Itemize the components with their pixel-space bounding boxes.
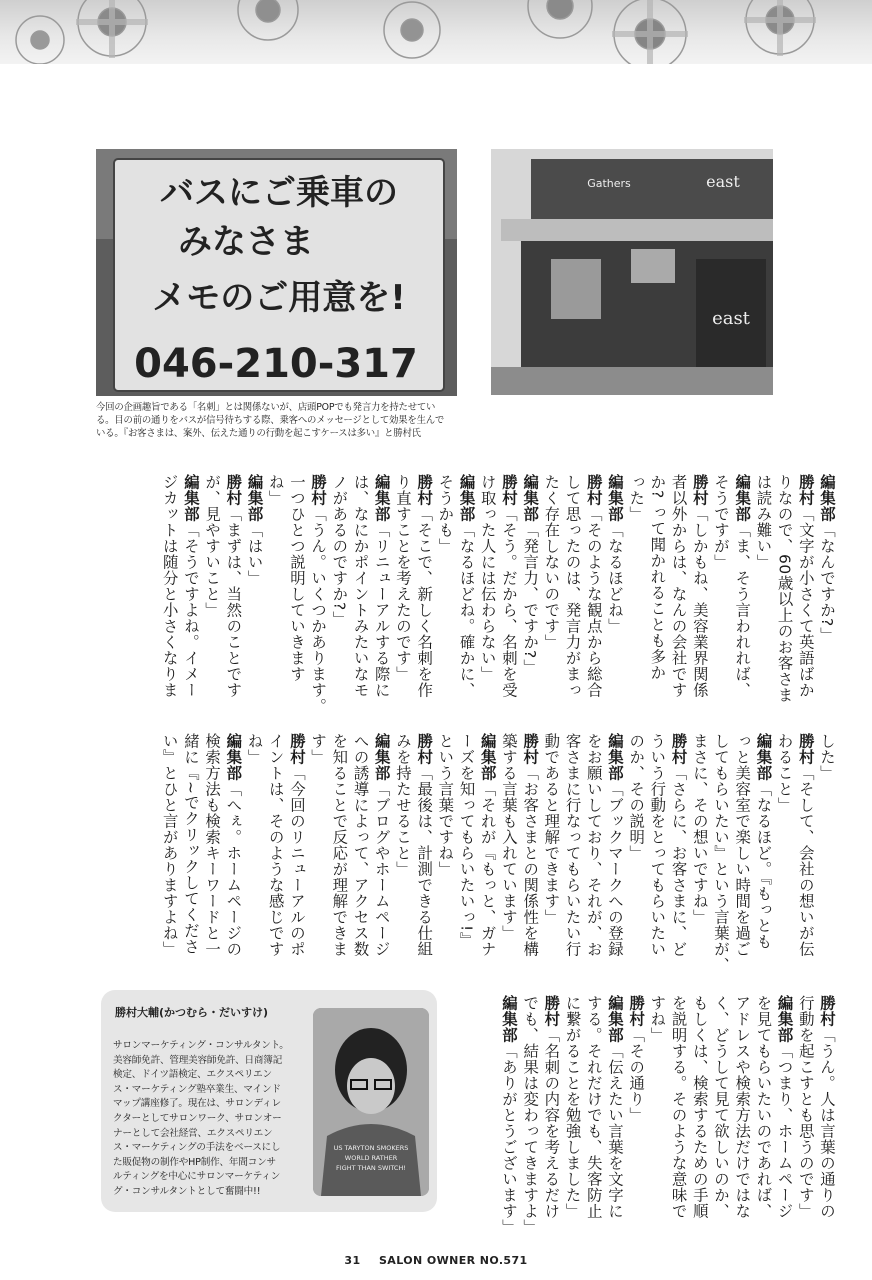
- bio-line: 検定、ドイツ語検定、エクスペリエン: [113, 1069, 272, 1081]
- text-line: [434, 474, 455, 720]
- text-line: [307, 474, 328, 720]
- text-line: [773, 733, 794, 979]
- text-line: [667, 733, 688, 979]
- bio-line: クターとしてサロンワーク、サロンオー: [113, 1112, 282, 1124]
- line-text: 「リニューアルする際に: [372, 522, 391, 698]
- line-text: 「それが『もっと、ガナ: [478, 781, 497, 957]
- text-line: [519, 733, 540, 979]
- speaker-label: 編集部: [605, 474, 624, 522]
- line-text: すね」: [648, 995, 667, 1043]
- text-line: [773, 995, 794, 1225]
- text-line: [773, 474, 794, 720]
- text-line: [583, 995, 604, 1225]
- page-number: 31: [344, 1254, 361, 1267]
- sunflower-icon: [0, 0, 872, 64]
- speaker-label: 編集部: [754, 733, 773, 781]
- line-text: 「うん。人は言葉の通りの: [818, 1027, 836, 1219]
- bio-line: ス・マーケティングの手法をベースにし: [113, 1142, 281, 1154]
- text-line: [795, 995, 816, 1225]
- line-text: 「なるほどね。確かに、: [457, 522, 476, 698]
- line-text: をお願いしており、それが、お: [584, 733, 603, 957]
- line-text: 「最後は、計測できる仕組: [415, 765, 434, 957]
- line-text: 一つひとつ説明していきます: [287, 474, 306, 682]
- speaker-label: 編集部: [818, 474, 836, 522]
- line-text: か? って聞かれることも多か: [648, 474, 667, 681]
- profile-name: 勝村大輔(かつむら・だいすけ): [115, 1006, 269, 1019]
- text-line: [201, 474, 222, 720]
- line-text: した」: [818, 733, 836, 781]
- speaker-label: 勝村: [796, 733, 815, 765]
- speaker-label: 勝村: [627, 995, 646, 1027]
- speaker-label: 編集部: [457, 474, 476, 522]
- text-line: [752, 474, 773, 720]
- speaker-label: 勝村: [415, 733, 434, 765]
- line-text: ういう行動をとってもらいたい: [648, 733, 667, 957]
- storefront-photo: [491, 149, 773, 395]
- text-line: [689, 474, 710, 720]
- bio-line: 美容師免許、管理美容師免許、日商簿記: [113, 1054, 283, 1066]
- line-text: が、見やすいこと」: [203, 474, 222, 618]
- line-text: りなので、60歳以上のお客さま: [775, 474, 794, 703]
- awning-text: Gathers: [587, 177, 631, 190]
- speaker-label: 勝村: [796, 474, 815, 506]
- line-text: 「ありがとうございます」: [499, 1043, 518, 1235]
- bio-line: ナーとして会社経営、エクスペリエン: [113, 1127, 273, 1139]
- text-line: [646, 995, 667, 1225]
- text-line: [265, 474, 286, 720]
- bio-line: ルティングを中心にサロンマーケティン: [113, 1171, 281, 1183]
- text-line: [689, 733, 710, 979]
- line-text: 「発言力、ですか?」: [521, 522, 540, 675]
- text-line: [371, 733, 392, 979]
- text-line: [519, 474, 540, 720]
- text-line: [371, 474, 392, 720]
- line-text: してもらいたい』という言葉が、: [711, 733, 730, 973]
- line-text: 「なるほどね」: [605, 522, 624, 634]
- text-line: [540, 733, 561, 979]
- line-text: 「はい」: [245, 522, 264, 586]
- line-text: 検索方法も検索キーワードと一: [203, 733, 222, 957]
- speaker-label: 編集部: [605, 995, 624, 1043]
- line-text: を見てもらいたいのであれば、: [754, 995, 773, 1219]
- text-line: [243, 733, 264, 979]
- photo-caption: [96, 401, 466, 441]
- text-line: [519, 995, 540, 1235]
- text-line: [625, 474, 646, 720]
- line-text: い』とひと言がありますよね」: [160, 733, 179, 957]
- text-line: [222, 474, 243, 720]
- line-text: 「なんですか?」: [818, 522, 836, 643]
- line-text: く、どうして見て欲しいのか、: [711, 995, 730, 1219]
- line-text: は、なにかポイントみたいなモ: [351, 474, 370, 698]
- text-line: [646, 733, 667, 979]
- line-text: 「ブログやホームページ: [372, 781, 391, 957]
- text-line: [455, 733, 476, 979]
- bio-line: た販促物の制作やHP制作、年間コンサ: [113, 1156, 276, 1168]
- text-line: [498, 474, 519, 720]
- bus-sign-photo: [96, 149, 457, 396]
- text-line: [455, 474, 476, 720]
- speaker-label: 編集部: [372, 733, 391, 781]
- line-text: 「その通り」: [627, 1027, 646, 1123]
- line-text: でも、結果は変わってきますよ」: [521, 995, 540, 1235]
- line-text: ノがあるのですか?」: [330, 474, 349, 627]
- speaker-label: 編集部: [478, 733, 497, 781]
- line-text: アドレスや検索方法だけではな: [733, 995, 752, 1219]
- portrait-photo: [313, 1008, 429, 1196]
- text-line: [540, 474, 561, 720]
- text-line: [349, 733, 370, 979]
- text-line: [222, 733, 243, 979]
- line-text: ね」: [245, 733, 264, 765]
- text-line: [604, 474, 625, 720]
- text-line: [646, 474, 667, 720]
- text-line: [328, 474, 349, 720]
- line-text: 者以外からは、なんの会社です: [669, 474, 688, 698]
- text-line: [667, 995, 688, 1225]
- text-line: [561, 733, 582, 979]
- text-line: [477, 474, 498, 720]
- text-line: [625, 995, 646, 1225]
- line-text: という言葉ですね」: [436, 733, 455, 877]
- line-text: った」: [627, 474, 646, 522]
- speaker-label: 勝村: [690, 474, 709, 506]
- text-line: [816, 995, 837, 1225]
- text-line: [689, 995, 710, 1225]
- speaker-label: 編集部: [775, 995, 794, 1043]
- line-text: ーズを知ってもらいたいっ!』: [457, 733, 476, 948]
- line-text: ジカットは随分と小さくなりま: [160, 474, 179, 698]
- text-line: [795, 474, 816, 720]
- line-text: 「そう。だから、名刺を受: [499, 506, 518, 698]
- speaker-label: 勝村: [542, 995, 561, 1027]
- text-line: [604, 733, 625, 979]
- caption-line: いる。『お客さまは、案外、伝えた通りの行動を起こすケースは多い』と勝村氏: [96, 428, 421, 440]
- line-text: を知ることで反応が理解できま: [330, 733, 349, 957]
- text-line: [795, 733, 816, 979]
- line-text: して思ったのは、発言力がまっ: [563, 474, 582, 698]
- text-line: [159, 733, 180, 979]
- sign-line-3: メモのご用意を!: [152, 278, 406, 318]
- magazine-issue: SALON OWNER NO.571: [378, 1254, 528, 1267]
- line-text: 緒に『~でクリックしてくださ: [181, 733, 200, 955]
- text-line: [180, 733, 201, 979]
- speaker-label: 勝村: [521, 733, 540, 765]
- line-text: そうかも」: [436, 474, 455, 554]
- line-text: イントは、そのような感じです: [266, 733, 285, 957]
- text-line: [265, 733, 286, 979]
- text-line: [243, 474, 264, 720]
- line-text: 「つまり、ホームページ: [775, 1043, 794, 1219]
- line-text: を説明する。そのような意味で: [669, 995, 688, 1219]
- line-text: 「お客さまとの関係性を構: [521, 765, 540, 957]
- text-line: [477, 733, 498, 979]
- text-line: [540, 995, 561, 1225]
- shirt-text: FIGHT THAN SWITCH!: [336, 1164, 406, 1172]
- speaker-label: 勝村: [415, 474, 434, 506]
- text-line: [752, 733, 773, 979]
- text-line: [498, 733, 519, 979]
- sunflower-banner: [0, 0, 872, 64]
- line-text: そうですが」: [711, 474, 730, 570]
- line-text: 「文字が小さくて英語ばか: [796, 506, 815, 698]
- speaker-label: 編集部: [521, 474, 540, 522]
- bio-line: サロンマーケティング・コンサルタント。: [113, 1040, 289, 1051]
- line-text: 「そのような観点から総合: [584, 506, 603, 698]
- text-line: [561, 474, 582, 720]
- line-text: 動であると理解できます」: [542, 733, 561, 925]
- profile-box: [101, 990, 437, 1212]
- speaker-label: 編集部: [181, 474, 200, 522]
- speaker-label: 勝村: [287, 733, 306, 765]
- text-line: [201, 733, 222, 979]
- line-text: 「そうですよね。イメー: [181, 522, 200, 698]
- text-line: [286, 733, 307, 979]
- line-text: 「そして、会社の想いが伝: [796, 765, 815, 957]
- bio-line: ス・マーケティング塾卒業生、マインド: [113, 1083, 281, 1095]
- text-line: [710, 474, 731, 720]
- text-line: [731, 995, 752, 1225]
- text-line: [731, 474, 752, 720]
- line-text: け取った人には伝わらない」: [478, 474, 497, 682]
- line-text: 築する言葉も入れています」: [499, 733, 518, 941]
- text-line: [583, 733, 604, 979]
- line-text: 「へぇ。ホームページの: [224, 781, 243, 957]
- text-line: [710, 995, 731, 1225]
- text-line: [413, 733, 434, 979]
- shop-name-sign: east: [712, 308, 750, 329]
- line-text: っと美容室で楽しい時間を過ご: [733, 733, 752, 957]
- text-line: [583, 474, 604, 720]
- bio-line: マップ講座修了。現在は、サロンディレ: [113, 1098, 281, 1110]
- line-text: 「まずは、当然のことです: [224, 506, 243, 698]
- speaker-label: 勝村: [309, 474, 328, 506]
- speaker-label: 編集部: [245, 474, 264, 522]
- speaker-label: 勝村: [499, 474, 518, 506]
- line-text: 客さまに行なってもらいたい行: [563, 733, 582, 957]
- shirt-text: US TARYTON SMOKERS: [333, 1144, 409, 1152]
- text-line: [307, 733, 328, 979]
- text-line: [667, 474, 688, 720]
- text-line: [604, 995, 625, 1225]
- line-text: ね」: [266, 474, 285, 506]
- text-line: [413, 474, 434, 720]
- text-line: [349, 474, 370, 720]
- caption-line: 今回の企画趣旨である「名刺」とは関係ないが、店頭POPでも発言力を持たせてい: [96, 402, 436, 413]
- interview-middle-block: [103, 733, 837, 979]
- line-text: たく存在しないのです」: [542, 474, 561, 650]
- line-text: 「うん。いくつかあります。: [309, 506, 328, 714]
- line-text: 「伝えたい言葉を文字に: [605, 1043, 624, 1219]
- text-line: [816, 733, 837, 979]
- text-line: [392, 733, 413, 979]
- interview-upper-block: [103, 474, 837, 720]
- text-line: [180, 474, 201, 720]
- line-text: 「名刺の内容を考えるだけ: [542, 1027, 561, 1219]
- speaker-label: 勝村: [818, 995, 836, 1027]
- speaker-label: 勝村: [669, 733, 688, 765]
- shop-name-top: east: [706, 172, 740, 191]
- line-text: す」: [309, 733, 328, 765]
- speaker-label: 勝村: [224, 474, 243, 506]
- text-line: [561, 995, 582, 1225]
- text-line: [752, 995, 773, 1225]
- shirt-text: WORLD RATHER: [344, 1154, 398, 1162]
- speaker-label: 編集部: [372, 474, 391, 522]
- line-text: への誘導によって、アクセス数: [351, 733, 370, 957]
- line-text: 「そこで、新しく名刺を作: [415, 506, 434, 698]
- line-text: 「ブックマークへの登録: [605, 781, 624, 957]
- profile-bio: [113, 1039, 311, 1200]
- text-line: [710, 733, 731, 979]
- text-line: [498, 995, 519, 1235]
- line-text: 「ま、そう言われれば、: [733, 522, 752, 698]
- sign-line-1: バスにご乗車の: [160, 173, 398, 213]
- text-line: [392, 474, 413, 720]
- line-text: に繋がることを勉強しました」: [563, 995, 582, 1219]
- text-line: [625, 733, 646, 979]
- line-text: 「しかもね、美容業界関係: [690, 506, 709, 698]
- line-text: 「今回のリニューアルのポ: [287, 765, 306, 957]
- line-text: する。それだけでも、失客防止: [584, 995, 603, 1219]
- line-text: みを持たせること」: [393, 733, 412, 877]
- text-line: [816, 474, 837, 720]
- interview-lower-block: [465, 995, 837, 1235]
- text-line: [328, 733, 349, 979]
- speaker-label: 勝村: [584, 474, 603, 506]
- speaker-label: 編集部: [224, 733, 243, 781]
- line-text: 「なるほど。『もっとも: [754, 781, 773, 950]
- line-text: わること」: [775, 733, 794, 813]
- line-text: は読み難い」: [754, 474, 773, 570]
- text-line: [731, 733, 752, 979]
- sign-phone: 046-210-317: [134, 341, 418, 387]
- line-text: もしくは、検索するための手順: [690, 995, 709, 1219]
- speaker-label: 編集部: [499, 995, 518, 1043]
- bio-line: グ・コンサルタントとして奮闘中!!: [113, 1185, 261, 1197]
- page-footer: [0, 1254, 872, 1267]
- speaker-label: 編集部: [605, 733, 624, 781]
- line-text: 行動を起こすとも思うのです」: [796, 995, 815, 1219]
- line-text: り直すことを考えたのです」: [393, 474, 412, 682]
- line-text: まさに、その想いですね」: [690, 733, 709, 925]
- speaker-label: 編集部: [733, 474, 752, 522]
- text-line: [434, 733, 455, 979]
- text-line: [286, 474, 307, 720]
- caption-line: る。目の前の通りをバスが信号待ちする際、乗客へのメッセージとして効果を生んで: [96, 415, 445, 427]
- sign-line-2: みなさま: [178, 222, 314, 262]
- text-line: [159, 474, 180, 720]
- line-text: 「さらに、お客さまに、ど: [669, 765, 688, 957]
- line-text: のか、その説明」: [627, 733, 646, 861]
